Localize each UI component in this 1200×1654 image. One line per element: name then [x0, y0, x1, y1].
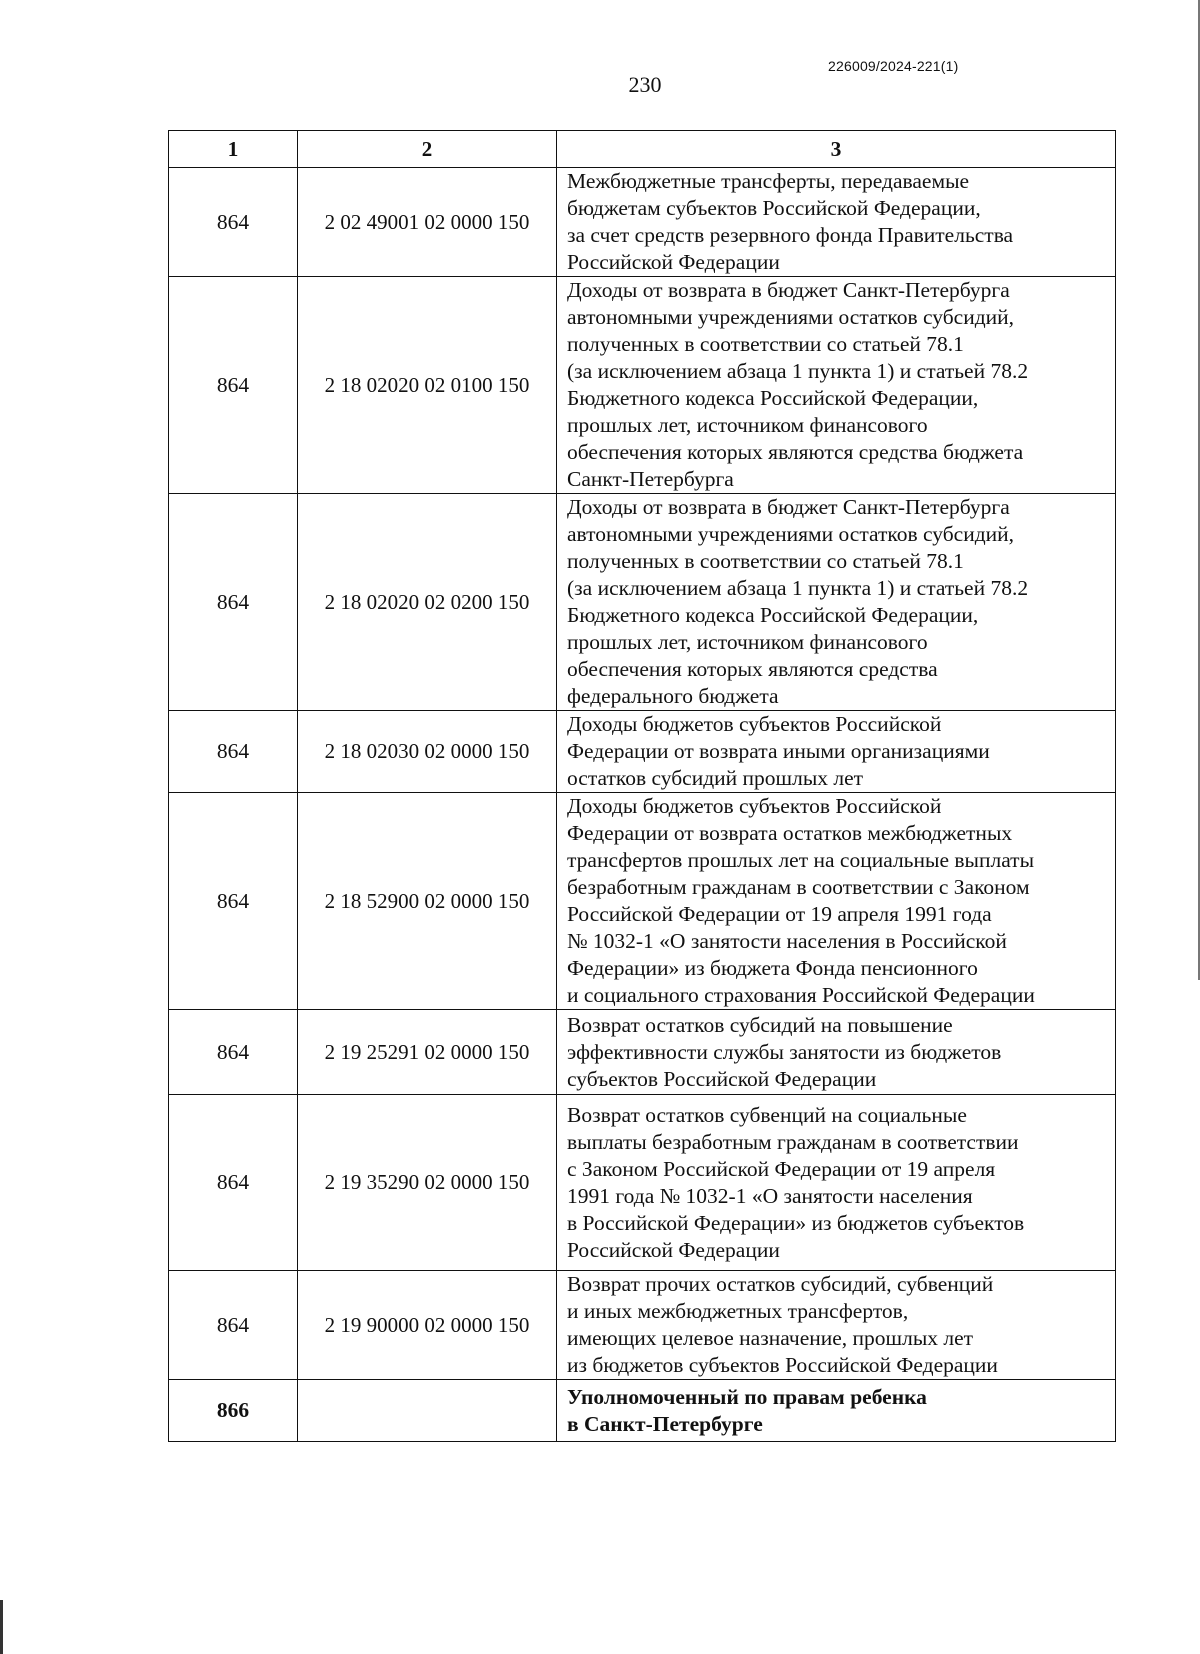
description-line: трансфертов прошлых лет на социальные выплаты [567, 848, 1035, 872]
admin-code-cell: 864 [169, 1271, 298, 1380]
description-cell [557, 1271, 1116, 1380]
description-line: Санкт-Петербурга [567, 467, 734, 491]
description-line: имеющих целевое назначение, прошлых лет [567, 1326, 974, 1350]
description-line: Межбюджетные трансферты, передаваемые [567, 169, 970, 193]
description-line: эффективности службы занятости из бюджетов [567, 1039, 1002, 1064]
table-header-row [169, 131, 1116, 168]
description-line: Доходы от возврата в бюджет Санкт-Петербурга [567, 278, 1010, 302]
table-row [169, 793, 1116, 1010]
description-line: автономными учреждениями остатков субсидий, [567, 522, 1015, 546]
description-line: за счет средств резервного фонда Правительства [567, 223, 1014, 247]
description-line: Российской Федерации от 19 апреля 1991 года [567, 902, 992, 926]
description-line: прошлых лет, источником финансового [567, 413, 928, 437]
table-row [169, 277, 1116, 494]
budget-code-cell: 2 18 02020 02 0200 150 [298, 494, 557, 711]
table-row [169, 711, 1116, 793]
description-cell [557, 277, 1116, 494]
description-line: (за исключением абзаца 1 пункта 1) и статьей 78.2 [567, 576, 1029, 600]
description-cell [557, 1380, 1116, 1442]
description-line: Федерации от возврата иными организациями [567, 739, 990, 763]
description-line: обеспечения которых являются средства [567, 657, 938, 681]
table-row [169, 1095, 1116, 1271]
table-row [169, 1010, 1116, 1095]
description-line: Уполномоченный по правам ребенка [567, 1384, 927, 1409]
description-line: Возврат остатков субвенций на социальные [567, 1102, 967, 1127]
budget-classification-table [168, 130, 1116, 1442]
description-line: федерального бюджета [567, 684, 779, 708]
admin-code-cell: 864 [169, 711, 298, 793]
description-line: (за исключением абзаца 1 пункта 1) и статьей 78.2 [567, 359, 1029, 383]
description-line: полученных в соответствии со статьей 78.1 [567, 549, 964, 573]
description-line: безработным гражданам в соответствии с Законом [567, 875, 1030, 899]
description-line: полученных в соответствии со статьей 78.1 [567, 332, 964, 356]
description-cell [557, 494, 1116, 711]
table-row [169, 494, 1116, 711]
admin-code-cell: 864 [169, 494, 298, 711]
description-line: 1991 года № 1032-1 «О занятости населения [567, 1183, 973, 1208]
column-header-3: 3 [557, 131, 1116, 168]
page-number: 230 [628, 72, 662, 97]
table-body [169, 168, 1116, 1442]
description-cell [557, 1095, 1116, 1271]
description-cell [557, 793, 1116, 1010]
description-line: из бюджетов субъектов Российской Федерации [567, 1353, 998, 1377]
description-line: автономными учреждениями остатков субсидий, [567, 305, 1015, 329]
column-header-2: 2 [298, 131, 557, 168]
budget-code-cell: 2 18 02020 02 0100 150 [298, 277, 557, 494]
admin-code-cell: 864 [169, 277, 298, 494]
admin-code-cell: 866 [169, 1380, 298, 1442]
description-line: Доходы бюджетов субъектов Российской [567, 794, 942, 818]
admin-code-cell: 864 [169, 168, 298, 277]
description-line: обеспечения которых являются средства бюджета [567, 440, 1024, 464]
column-header-1: 1 [169, 131, 298, 168]
description-line: прошлых лет, источником финансового [567, 630, 928, 654]
table-row [169, 1271, 1116, 1380]
budget-code-cell: 2 19 90000 02 0000 150 [298, 1271, 557, 1380]
admin-code-cell: 864 [169, 793, 298, 1010]
description-line: № 1032-1 «О занятости населения в Российской [567, 929, 1007, 953]
description-line: Возврат остатков субсидий на повышение [567, 1012, 953, 1037]
budget-code-cell: 2 19 25291 02 0000 150 [298, 1010, 557, 1095]
description-cell [557, 1010, 1116, 1095]
description-line: Российской Федерации [567, 250, 780, 274]
description-line: бюджетам субъектов Российской Федерации, [567, 196, 981, 220]
budget-code-cell: 2 18 02030 02 0000 150 [298, 711, 557, 793]
table-row [169, 1380, 1116, 1442]
description-line: Доходы от возврата в бюджет Санкт-Петербурга [567, 495, 1010, 519]
description-line: и социального страхования Российской Федерации [567, 983, 1035, 1007]
admin-code-cell: 864 [169, 1010, 298, 1095]
description-cell [557, 711, 1116, 793]
description-line: Федерации от возврата остатков межбюджетных [567, 821, 1013, 845]
table-row [169, 168, 1116, 277]
description-line: выплаты безработным гражданам в соответствии [567, 1129, 1019, 1154]
budget-code-cell: 2 19 35290 02 0000 150 [298, 1095, 557, 1271]
description-line: в Санкт-Петербурге [567, 1411, 763, 1436]
description-line: Бюджетного кодекса Российской Федерации, [567, 386, 979, 410]
budget-code-cell [298, 1380, 557, 1442]
description-line: Возврат прочих остатков субсидий, субвенций [567, 1272, 994, 1296]
description-line: Федерации» из бюджета Фонда пенсионного [567, 956, 978, 980]
description-cell [557, 168, 1116, 277]
budget-code-cell: 2 02 49001 02 0000 150 [298, 168, 557, 277]
description-line: с Законом Российской Федерации от 19 апреля [567, 1156, 996, 1181]
admin-code-cell: 864 [169, 1095, 298, 1271]
description-line: Бюджетного кодекса Российской Федерации, [567, 603, 979, 627]
description-line: в Российской Федерации» из бюджетов субъектов [567, 1210, 1025, 1235]
budget-code-cell: 2 18 52900 02 0000 150 [298, 793, 557, 1010]
description-line: Российской Федерации [567, 1237, 780, 1262]
description-line: остатков субсидий прошлых лет [567, 766, 864, 790]
description-line: Доходы бюджетов субъектов Российской [567, 712, 942, 736]
scan-edge-mark [0, 1600, 3, 1654]
description-line: и иных межбюджетных трансфертов, [567, 1299, 909, 1323]
document-id: 226009/2024-221(1) [828, 58, 959, 74]
description-line: субъектов Российской Федерации [567, 1066, 877, 1091]
